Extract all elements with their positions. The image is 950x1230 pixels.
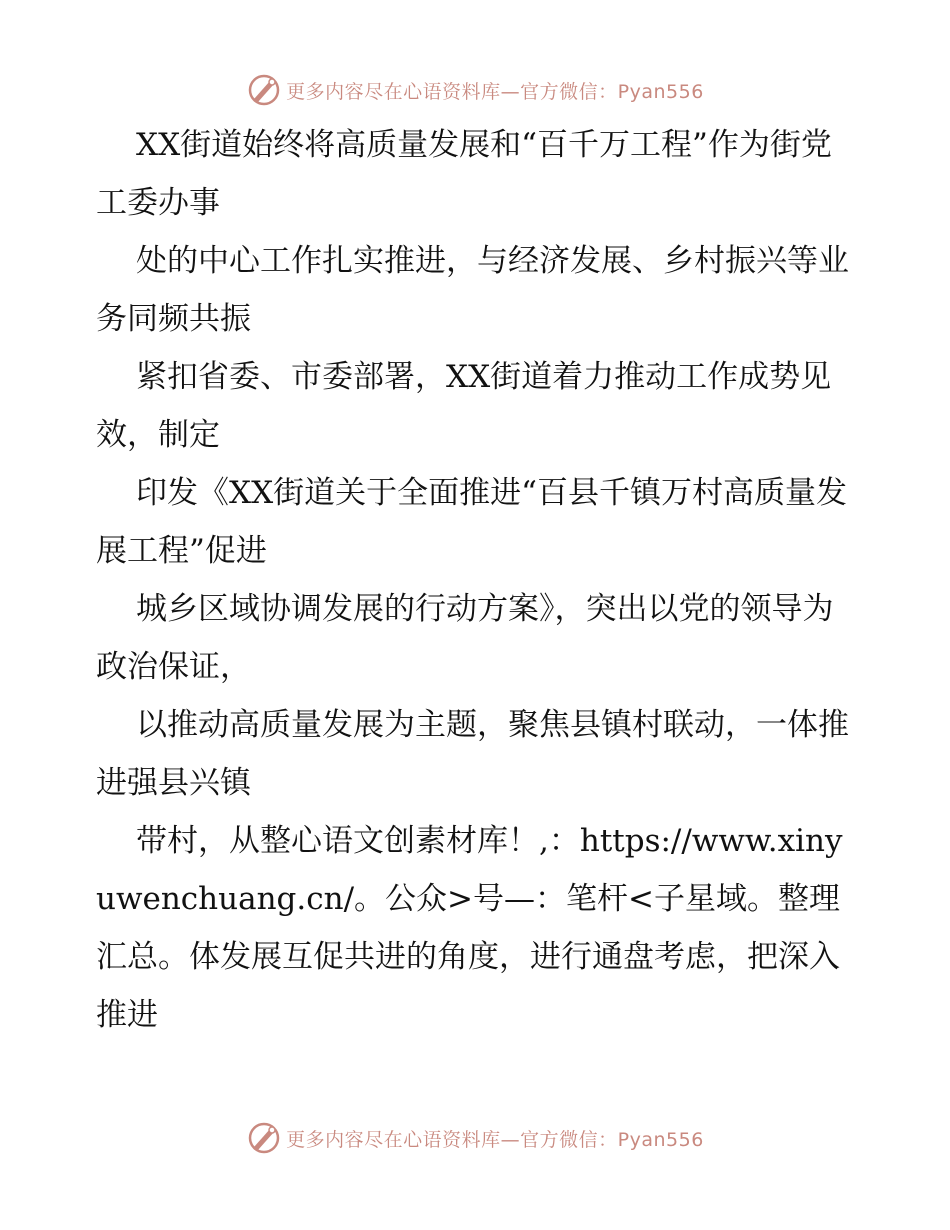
header-watermark — [0, 70, 950, 110]
pen-logo-icon — [246, 72, 282, 108]
paragraph: XX街道始终将高质量发展和“百千万工程”作为街党工委办事 — [96, 127, 832, 221]
paragraph: 处的中心工作扎实推进，与经济发展、乡村振兴等业务同频共振 — [96, 243, 849, 337]
paragraph: 紧扣省委、市委部署，XX街道着力推动工作成势见效，制定 — [96, 359, 832, 453]
footer-watermark — [0, 1118, 950, 1158]
paragraph: 以推动高质量发展为主题，聚焦县镇村联动，一体推进强县兴镇 — [96, 707, 849, 801]
watermark-text: 更多内容尽在心语资料库—官方微信：Pyan556 — [286, 80, 704, 103]
paragraph: 城乡区域协调发展的行动方案》，突出以党的领导为政治保证， — [96, 591, 834, 685]
document-body — [96, 116, 856, 1044]
paragraph: 印发《XX街道关于全面推进“百县千镇万村高质量发展工程”促进 — [96, 475, 847, 569]
paragraph: 带村，从整心语文创素材库！,：https://www.xinyuwenchuang.cn/。公众>号—：笔杆<子星域。整理汇总。体发展互促共进的角度，进行通盘考虑，把深入推进 — [96, 823, 843, 1033]
pen-logo-icon — [246, 1120, 282, 1156]
watermark-text: 更多内容尽在心语资料库—官方微信：Pyan556 — [286, 1128, 704, 1151]
